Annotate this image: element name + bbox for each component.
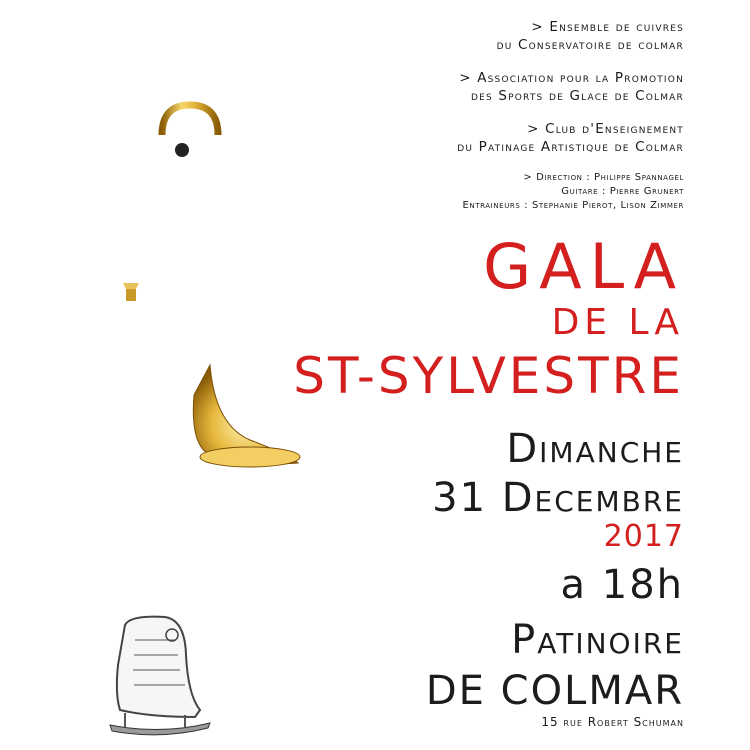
organizer-line: des Sports de Glace de Colmar (470, 88, 684, 104)
organizer-ice-sports-association (457, 69, 684, 105)
event-title-gala: GALA (483, 230, 684, 303)
organizer-line: du Conservatoire de colmar (496, 37, 684, 53)
organizer-skating-club (457, 120, 684, 156)
organizer-line: > Club d'Enseignement (527, 121, 684, 137)
event-title-de-la: DE LA (551, 302, 684, 343)
event-time: a 18h (560, 562, 684, 608)
event-day: Dimanche (506, 426, 684, 472)
event-year: 2017 (603, 519, 684, 554)
event-title-st-sylvestre: ST-SYLVESTRE (293, 347, 684, 405)
staff-direction: > Direction : Philippe Spannagel (523, 172, 684, 183)
organizer-line: du Patinage Artistique de Colmar (457, 139, 684, 155)
staff-coaches: Entraineurs : Stephanie Pierot, Lison Zimmer (462, 200, 684, 211)
event-venue: Patinoire (511, 617, 684, 663)
event-date: 31 Decembre (432, 475, 684, 521)
event-address: 15 rue Robert Schuman (541, 715, 684, 729)
organizer-line: > Ensemble de cuivres (531, 19, 684, 35)
staff-guitar: Guitare : Pierre Grunert (561, 186, 684, 197)
organizer-brass-ensemble (457, 18, 684, 54)
staff-credits (457, 171, 684, 213)
credits-block (457, 18, 684, 213)
event-city: DE COLMAR (425, 668, 684, 714)
organizer-line: > Association pour la Promotion (459, 70, 684, 86)
trombone-skate-icon (90, 95, 320, 750)
